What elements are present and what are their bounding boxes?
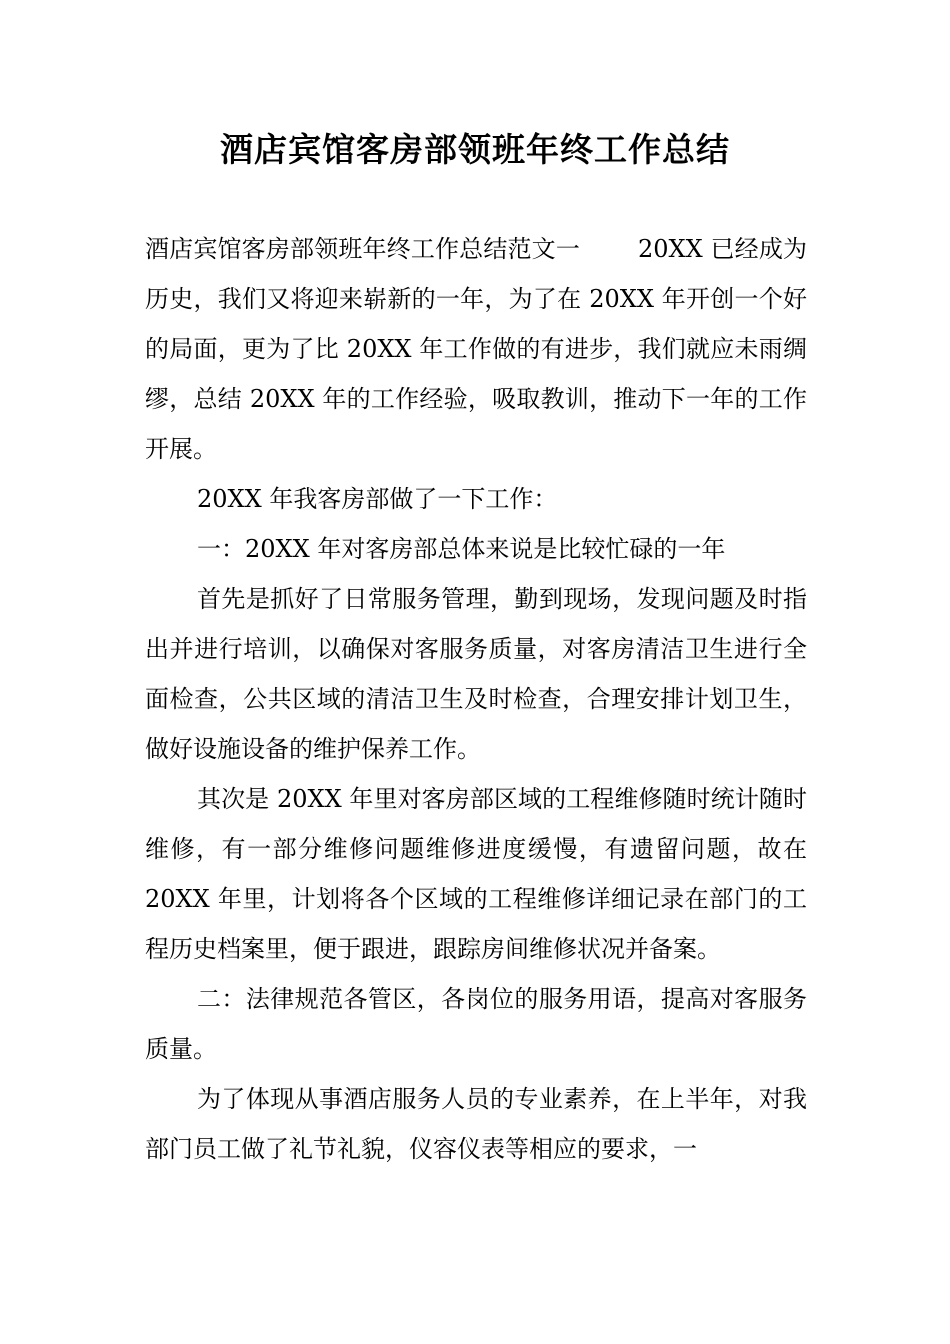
paragraph-5: 二：法律规范各管区，各岗位的服务用语，提高对客服务质量。 (145, 985, 807, 1063)
intro-prefix: 酒店宾馆客房部领班年终工作总结范文一 (145, 235, 580, 263)
document-title: 酒店宾馆客房部领班年终工作总结 (220, 130, 730, 169)
paragraph-2: 一：20XX 年对客房部总体来说是比较忙碌的一年 (197, 535, 726, 563)
paragraph-1: 20XX 年我客房部做了一下工作： (197, 485, 558, 513)
document-body (145, 224, 807, 1174)
intro-paragraph (145, 224, 807, 474)
intro-rest: 20XX 已经成为历史，我们又将迎来崭新的一年，为了在 20XX 年开创一个好的局面，更为了比 20XX 年工作做的有进步，我们就应未雨绸缪，总结 20XX 年的工作经验，吸取教训，推动下一年的工作开展。 (145, 235, 808, 463)
paragraph-4: 其次是 20XX 年里对客房部区域的工程维修随时统计随时维修，有一部分维修问题维修进度缓慢，有遗留问题，故在 20XX 年里，计划将各个区域的工程维修详细记录在部门的工程历史档案里，便于跟进，跟踪房间维修状况并备案。 (145, 785, 807, 963)
paragraph-3: 首先是抓好了日常服务管理，勤到现场，发现问题及时指出并进行培训，以确保对客服务质量，对客房清洁卫生进行全面检查，公共区域的清洁卫生及时检查，合理安排计划卫生，做好设施设备的维护保养工作。 (145, 585, 807, 763)
paragraph-6: 为了体现从事酒店服务人员的专业素养，在上半年，对我部门员工做了礼节礼貌，仪容仪表等相应的要求，一 (145, 1085, 807, 1163)
